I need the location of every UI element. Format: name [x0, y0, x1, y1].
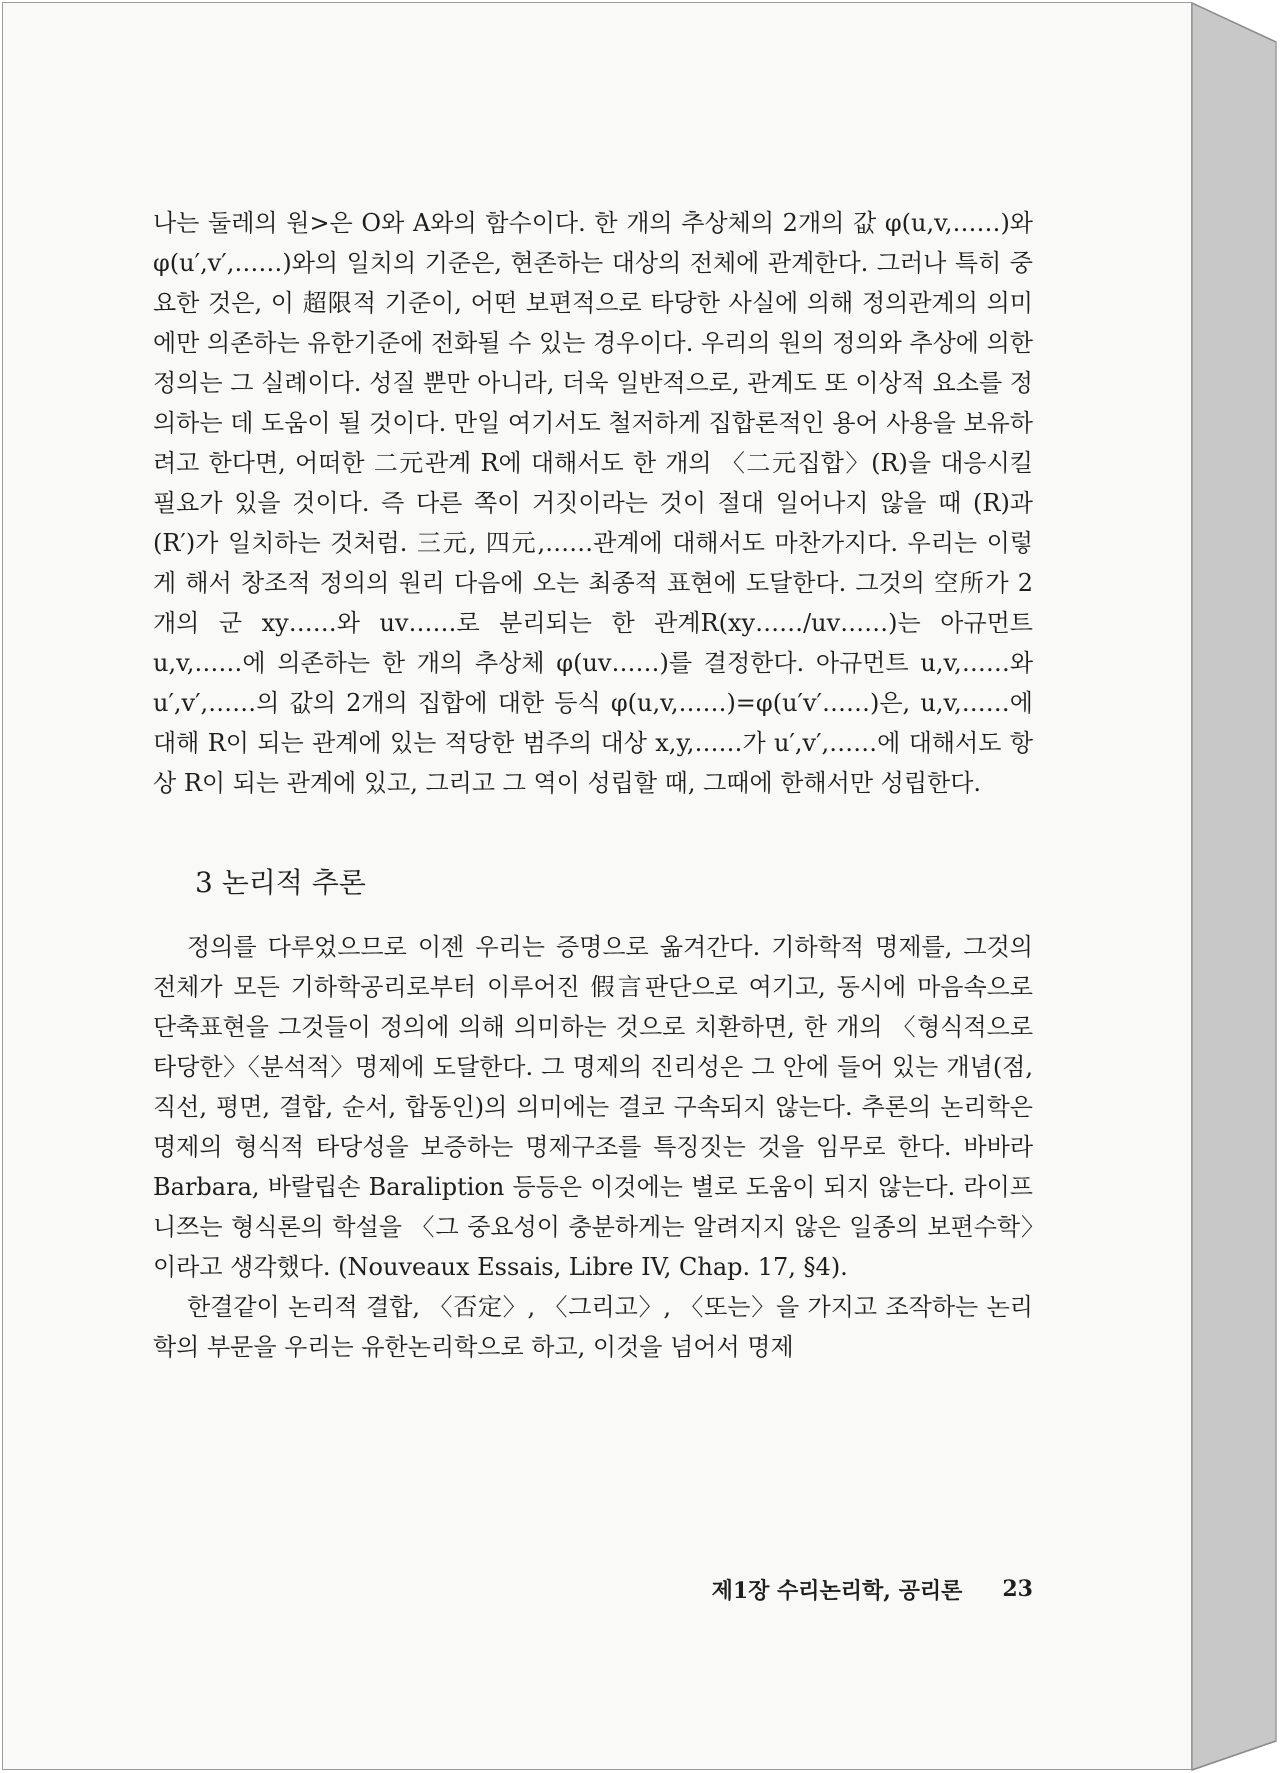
paragraph-finite-logic: 한결같이 논리적 결합, 〈否定〉, 〈그리고〉, 〈또는〉을 가지고 조작하는 논리학의 부문을 우리는 유한논리학으로 하고, 이것을 넘어서 명제 [153, 1293, 1033, 1361]
paragraph-logical-inference: 정의를 다루었으므로 이젠 우리는 증명으로 옮겨간다. 기하학적 명제를, 그것의 전체가 모든 기하학공리로부터 이루어진 假言판단으로 여기고, 동시에 마음속으로 단축표현을 그것들이 정의에 의해 의미하는 것으로 치환하면, 한 개의 〈형식적으로 타당한〉〈분석적〉명제에 도달한다. 그 명제의 진리성은 그 안에 들어 있는 개념(점, 직선, 평면, 결합, 순서, 합동인)의 의미에는 결코 구속되지 않는다. 추론의 논리학은 명제의 형식적 타당성을 보증하는 명제구조를 특징짓는 것을 임무로 한다. 바바라 Barbara, 바랄립손 Baraliption 등등은 이것에는 별로 도움이 되지 않는다. 라이프니쯔는 형식론의 학설을 〈그 중요성이 충분하게는 알려지지 않은 일종의 보편수학〉이라고 생각했다. (Nouveaux Essais, Libre IV, Chap. 17, §4). [153, 933, 1033, 1281]
book-thickness-side [1192, 3, 1276, 1770]
page-footer [563, 1571, 1033, 1607]
page-body [153, 203, 1033, 1367]
section-heading: 3 논리적 추론 [195, 866, 366, 899]
paragraph-continued: 나는 둘레의 원>은 O와 A와의 함수이다. 한 개의 추상체의 2개의 값 φ(u,v,……)와 φ(u′,v′,……)와의 일치의 기준은, 현존하는 대상의 전체에 관계한다. 그러나 특히 중요한 것은, 이 超限적 기준이, 어떤 보편적으로 타당한 사실에 의해 정의관계의 의미에만 의존하는 유한기준에 전화될 수 있는 경우이다. 우리의 원의 정의와 추상에 의한 정의는 그 실례이다. 성질 뿐만 아니라, 더욱 일반적으로, 관계도 또 이상적 요소를 정의하는 데 도움이 될 것이다. 만일 여기서도 철저하게 집합론적인 용어 사용을 보유하려고 한다면, 어떠한 二元관계 R에 대해서도 한 개의 〈二元집합〉(R)을 대응시킬 필요가 있을 것이다. 즉 다른 쪽이 거짓이라는 것이 절대 일어나지 않을 때 (R)과 (R′)가 일치하는 것처럼. 三元, 四元,……관계에 대해서도 마찬가지다. 우리는 이렇게 해서 창조적 정의의 원리 다음에 오는 최종적 표현에 도달한다. 그것의 空所가 2개의 군 xy……와 uv……로 분리되는 한 관계R(xy……/uv……)는 아규먼트 u,v,……에 의존하는 한 개의 추상체 φ(uv……)를 결정한다. 아규먼트 u,v,……와 u′,v′,……의 값의 2개의 집합에 대한 등식 φ(u,v,……)=φ(u′v′……)은, u,v,……에 대해 R이 되는 관계에 있는 적당한 범주의 대상 x,y,……가 u′,v′,……에 대해서도 항상 R이 되는 관계에 있고, 그리고 그 역이 성립할 때, 그때에 한해서만 성립한다. [153, 209, 1033, 797]
book-page [2, 2, 1192, 1770]
page-number: 23 [1002, 1576, 1033, 1602]
running-footer-chapter: 제1장 수리논리학, 공리론 [711, 1577, 963, 1604]
